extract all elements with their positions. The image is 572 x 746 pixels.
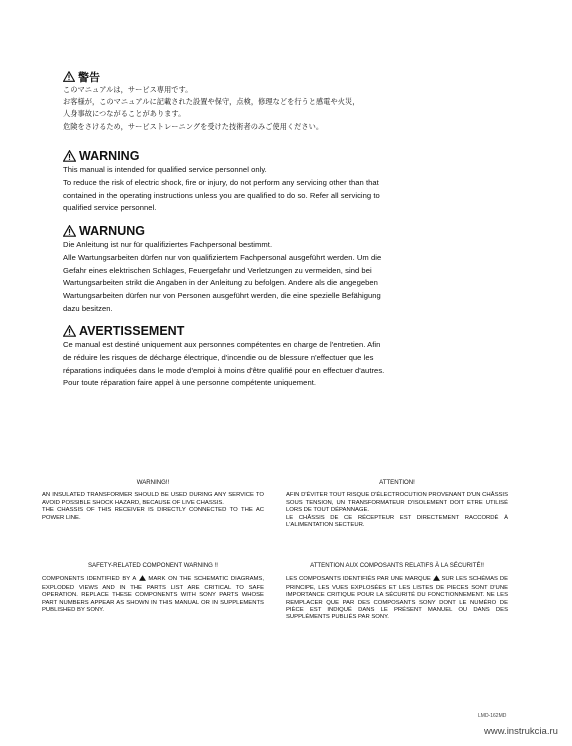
french-line: de réduire les risques de décharge électrique, d'incendie ou de blessure n'effectuer que les	[63, 352, 374, 362]
french-warning-heading	[63, 323, 523, 339]
warning-triangle-icon	[433, 575, 440, 584]
watermark-link[interactable]: www.instrukcia.ru	[484, 726, 558, 737]
german-line: Wartungsarbeiten strikt die Angaben in der Anleitung zu befolgen. Andere als die angegeben	[63, 278, 378, 288]
german-heading-text: WARNUNG	[79, 224, 145, 238]
japanese-line: 人身事故につながることがあります。	[63, 109, 186, 119]
english-warning-heading	[63, 148, 523, 164]
safety-component-title: SAFETY-RELATED COMPONENT WARNING !!	[87, 562, 218, 569]
composants-paragraph	[286, 575, 508, 621]
chassis-warning-paragraph: AN INSULATED TRANSFORMER SHOULD BE USED DURING ANY SERVICE TO AVOID POSSIBLE SHOCK HAZARD, BECAUSE OF LIVE CHASSIS.	[42, 492, 264, 506]
german-warning	[63, 223, 523, 316]
japanese-line: このマニュアルは，サービス専用です。	[63, 85, 193, 94]
german-warning-heading	[63, 223, 523, 239]
german-line: Gefahr eines elektrischen Schlages, Feuergefahr und Verletzungen zu vermeiden, sind bei	[63, 265, 372, 275]
japanese-line: お客様が，このマニュアルに記載された設置や保守，点検，修理などを行うと感電や火災，	[63, 97, 360, 107]
attention-section	[286, 479, 508, 529]
english-line: contained in the operating instructions unless you are qualified to do so. Refer all servicing to	[63, 190, 380, 200]
japanese-warning	[63, 69, 523, 133]
safety-text-after: MARK ON THE SCHEMATIC DIAGRAMS, EXPLODED VIEWS AND IN THE PARTS LIST ARE CRITICAL TO SAFE OPERATION. REPLACE THESE COMPONENTS WITH SONY PARTS WHOSE PART NUMBERS APPEAR AS SHOWN IN THIS MANUAL OR IN SUPPLEMENTS PUBLISHED BY SONY.	[42, 576, 264, 614]
chassis-warning-title: WARNING!!	[136, 479, 170, 486]
english-warning	[63, 148, 523, 215]
composants-text-before: LES COMPOSANTS IDENTIFIÉS PAR UNE MARQUE	[286, 576, 431, 583]
warning-triangle-icon	[63, 225, 76, 237]
english-line: This manual is intended for qualified service personnel only.	[63, 165, 267, 174]
english-line: qualified service personnel.	[63, 203, 157, 213]
safety-component-section	[42, 562, 264, 614]
attention-paragraph: LE CHÂSSIS DE CE RÉCEPTEUR EST DIRECTEMENT RACCORDÉ À L'ALIMENTATION SECTEUR.	[286, 514, 508, 529]
german-line: dazu besitzen.	[63, 303, 113, 313]
warning-triangle-icon	[139, 575, 146, 584]
safety-text-before: COMPONENTS IDENTIFIED BY A	[42, 576, 137, 583]
warning-triangle-icon	[63, 150, 76, 162]
chassis-warning-section	[42, 479, 264, 522]
german-line: Die Anleitung ist nur für qualifiziertes Fachpersonal bestimmt.	[63, 240, 273, 249]
french-warning	[63, 323, 523, 390]
warning-triangle-icon	[63, 325, 76, 337]
japanese-line: 危険をさけるため，サービストレーニングを受けた技術者のみご使用ください。	[63, 121, 324, 131]
attention-title: ATTENTION!	[379, 479, 415, 486]
attention-paragraph: AFIN D'ÉVITER TOUT RISQUE D'ÉLECTROCUTION PROVENANT D'UN CHÂSSIS SOUS TENSION, UN TRANSFORMATEUR D'ISOLEMENT DOIT ETRE UTILISÉ LORS DE TOUT DÉPANNAGE.	[286, 492, 508, 514]
english-line: To reduce the risk of electric shock, fire or injury, do not perform any servicing other than that	[63, 177, 379, 187]
document-code: LMD-162MD	[478, 713, 507, 719]
german-line: Alle Wartungsarbeiten dürfen nur von qualifiziertem Fachpersonal ausgeführt werden. Um die	[63, 252, 382, 262]
chassis-warning-paragraph: THE CHASSIS OF THIS RECEIVER IS DIRECTLY CONNECTED TO THE AC POWER LINE.	[42, 507, 264, 521]
german-line: Wartungsarbeiten dürfen nur von Personen ausgeführt werden, die eine spezielle Befähigung	[63, 291, 381, 301]
safety-component-paragraph	[42, 575, 264, 614]
composants-text-after: SUR LES SCHÉMAS DE PRINCIPE, LES VUES EXPLOSÉES ET LES LISTES DE PIECES SONT D'UNE IMPORTANCE CRITIQUE POUR LA SÉCURITÉ DU FONCTIONNEMENT. NE LES REMPLACER QUE PAR DES COMPOSANTS SONY DONT LE NUMÉRO DE PIÈCE EST INDIQUÉ DANS LE PRÉSENT MANUEL OU DANS DES SUPPLÉMENTS PUBLIÉS PAR SONY.	[286, 576, 508, 621]
english-heading-text: WARNING	[79, 149, 140, 163]
french-line: Pour toute réparation faire appel à une personne compétente uniquement.	[63, 378, 317, 388]
french-heading-text: AVERTISSEMENT	[79, 324, 185, 338]
french-line: Ce manual est destiné uniquement aux personnes compétentes en charge de l'entretien. Afin	[63, 340, 381, 349]
japanese-heading-text: 警告	[78, 70, 100, 84]
french-line: réparations indiquées dans le mode d'emploi à moins d'être qualifié pour en effectuer d'autres.	[63, 365, 385, 375]
japanese-warning-heading	[63, 69, 523, 84]
composants-title: ATTENTION AUX COMPOSANTS RELATIFS À LA SÉCURITÉ!!	[310, 562, 484, 569]
warning-triangle-icon	[63, 71, 75, 82]
composants-section	[286, 562, 508, 622]
